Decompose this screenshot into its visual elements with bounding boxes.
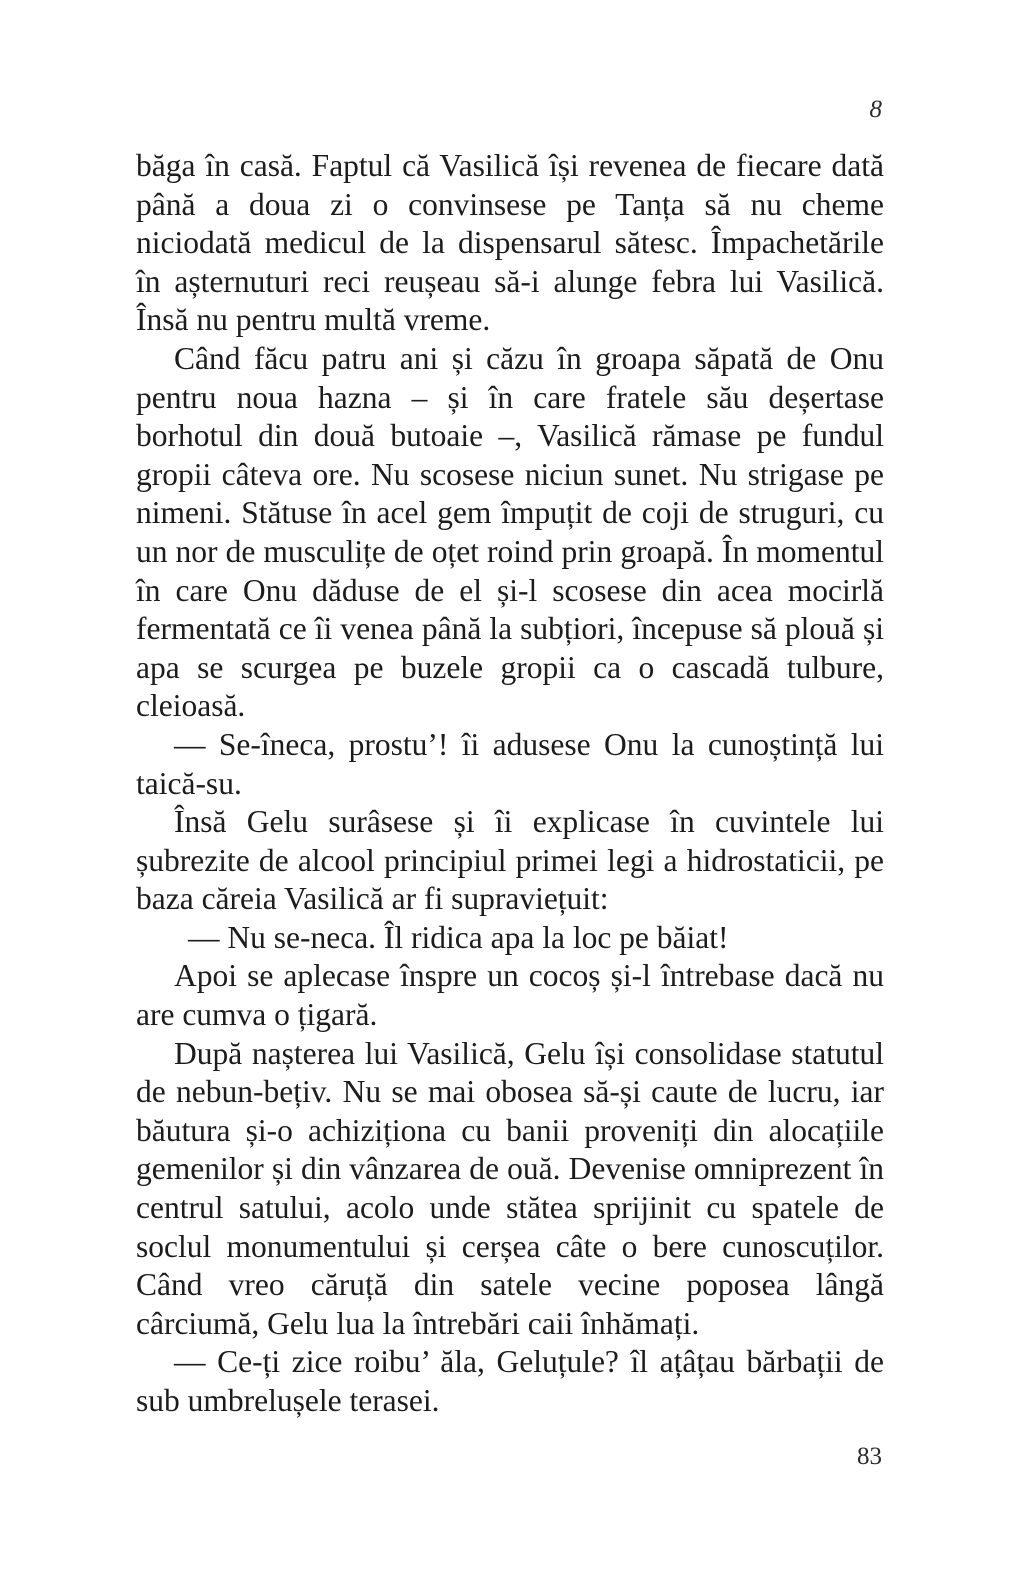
paragraph: După nașterea lui Vasilică, Gelu își consolidase statutul de nebun-bețiv. Nu se mai obosea să-și caute de lucru, iar băutura și-o achiziționa cu banii proveniți din alocațiile gemenilor și din vânzarea de ouă. Devenise omniprezent în centrul satului, acolo unde stătea sprijinit cu spatele de soclul monumentului și cerșea câte o bere cunoscuților. Când vreo căruță din satele vecine poposea lângă cârciumă, Gelu lua la întrebări caii înhămați.	[136, 1035, 884, 1341]
paragraph: Când făcu patru ani și căzu în groapa săpată de Onu pentru noua hazna – și în care fratele său deșertase borhotul din două butoaie –, Vasilică rămase pe fundul gropii câteva ore. Nu scosese niciun sunet. Nu strigase pe nimeni. Stătuse în acel gem împuțit de coji de struguri, cu un nor de musculițe de oțet roind prin groapă. În momentul în care Onu dăduse de el și-l scosese din acea mocirlă fermentată ce îi venea până la subțiori, începuse să plouă și apa se scurgea pe buzele gropii ca o cascadă tulbure, cleioasă.	[136, 340, 884, 724]
chapter-number: 8	[869, 96, 882, 123]
dialogue-line: — Se-îneca, prostu’! îi adusese Onu la cunoștință lui taică-su.	[136, 726, 884, 801]
body-text	[136, 147, 884, 1421]
paragraph: băga în casă. Faptul că Vasilică își revenea de fiecare dată până a doua zi o convinsese pe Tanța să nu cheme niciodată medicul de la dispensarul sătesc. Împachetările în așternuturi reci reușeau să-i alunge febra lui Vasilică. Însă nu pentru multă vreme.	[136, 148, 884, 338]
paragraph: Apoi se aplecase înspre un cocoș și-l întrebase dacă nu are cumva o țigară.	[136, 958, 884, 1033]
dialogue-line: — Nu se-neca. Îl ridica apa la loc pe băiat!	[188, 919, 729, 955]
paragraph: Însă Gelu surâsese și îi explicase în cuvintele lui șubrezite de alcool principiul primei legi a hidrostaticii, pe baza căreia Vasilică ar fi supraviețuit:	[136, 804, 884, 917]
page-number: 83	[857, 1443, 882, 1470]
dialogue-line: — Ce-ți zice roibu’ ăla, Geluțule? îl ațâțau bărbații de sub umbrelușele terasei.	[136, 1344, 884, 1418]
